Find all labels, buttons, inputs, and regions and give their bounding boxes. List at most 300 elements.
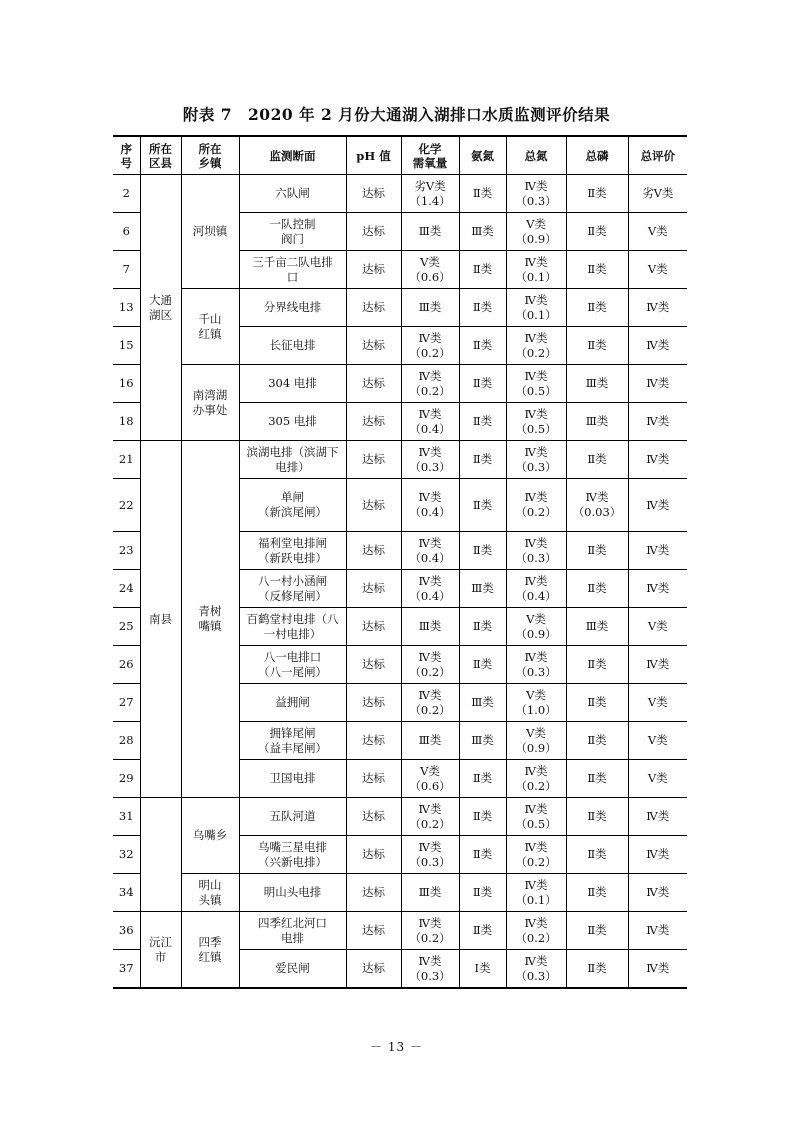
total-nitrogen-cell-text: Ⅳ类 （0.2）	[515, 915, 557, 945]
total-phosphorus-cell	[566, 912, 628, 950]
overall-cell-text: Ⅴ类	[647, 262, 668, 276]
row-number-cell-text: 32	[118, 847, 134, 861]
cod-cell-text: Ⅳ类 （0.3）	[409, 953, 451, 983]
total-nitrogen-cell-text: Ⅴ类 （0.9）	[515, 216, 557, 246]
site-cell-text: 305 电排	[268, 414, 317, 428]
ammonia-cell-text: Ⅱ类	[472, 186, 493, 200]
site-cell	[239, 213, 346, 251]
overall-cell	[628, 532, 687, 570]
town-cell	[181, 175, 239, 289]
site-cell	[239, 441, 346, 479]
row-number-cell	[113, 798, 140, 836]
site-cell	[239, 365, 346, 403]
overall-cell-text: Ⅳ类	[646, 376, 670, 390]
cod-cell	[401, 608, 459, 646]
overall-cell	[628, 950, 687, 989]
site-cell-text: 五队河道	[269, 809, 316, 823]
site-cell	[239, 479, 346, 532]
town-cell	[181, 289, 239, 365]
ammonia-cell	[459, 213, 506, 251]
total-phosphorus-cell	[566, 684, 628, 722]
ammonia-cell-text: Ⅱ类	[472, 338, 493, 352]
ph-cell-text: 达标	[362, 186, 385, 200]
row-number-cell-text: 23	[118, 543, 134, 557]
row-number-cell-text: 21	[118, 452, 134, 466]
overall-cell-text: Ⅳ类	[646, 497, 670, 512]
table-row	[113, 365, 687, 403]
header-district: 所在 区县	[140, 136, 181, 175]
total-nitrogen-cell-text: Ⅳ类 （0.1）	[515, 877, 557, 907]
row-number-cell-text: 6	[122, 224, 130, 238]
ph-cell-text: 达标	[362, 300, 385, 314]
row-number-cell	[113, 479, 140, 532]
total-nitrogen-cell	[506, 684, 566, 722]
cod-cell-text: Ⅴ类 （0.6）	[409, 763, 451, 793]
ammonia-cell-text: Ⅱ类	[472, 497, 493, 512]
town-cell	[181, 441, 239, 798]
ammonia-cell-text: Ⅱ类	[472, 619, 493, 633]
site-cell-text: 拥锋尾闸 （益丰尾闸）	[258, 725, 327, 755]
ph-cell	[346, 532, 401, 570]
cod-cell-text: Ⅲ类	[418, 885, 442, 899]
ammonia-cell-text: Ⅲ类	[471, 695, 494, 709]
ammonia-cell	[459, 684, 506, 722]
row-number-cell-text: 28	[118, 733, 134, 747]
total-phosphorus-cell	[566, 403, 628, 441]
cod-cell	[401, 327, 459, 365]
ammonia-cell	[459, 251, 506, 289]
ph-cell	[346, 213, 401, 251]
cod-cell	[401, 684, 459, 722]
site-cell	[239, 798, 346, 836]
ph-cell	[346, 722, 401, 760]
cod-cell	[401, 570, 459, 608]
row-number-cell	[113, 912, 140, 950]
overall-cell-text: 劣Ⅴ类	[642, 186, 674, 200]
overall-cell	[628, 213, 687, 251]
cod-cell	[401, 441, 459, 479]
row-number-cell-text: 31	[118, 809, 134, 823]
total-phosphorus-cell	[566, 836, 628, 874]
ph-cell-text: 达标	[362, 695, 385, 709]
overall-cell-text: Ⅳ类	[646, 300, 670, 314]
site-cell-text: 卫国电排	[269, 771, 316, 785]
total-phosphorus-cell-text: Ⅱ类	[587, 262, 607, 276]
district-cell-text: 南县	[149, 611, 172, 626]
overall-cell-text: Ⅴ类	[647, 771, 668, 785]
overall-cell	[628, 608, 687, 646]
total-phosphorus-cell	[566, 722, 628, 760]
town-cell	[181, 365, 239, 441]
cod-cell-text: Ⅳ类 （0.4）	[409, 490, 451, 519]
overall-cell	[628, 760, 687, 798]
total-nitrogen-cell-text: Ⅳ类 （0.2）	[515, 490, 557, 519]
total-phosphorus-cell-text: Ⅳ类 （0.03）	[572, 490, 622, 519]
ph-cell	[346, 570, 401, 608]
overall-cell-text: Ⅴ类	[647, 733, 668, 747]
total-phosphorus-cell	[566, 365, 628, 403]
overall-cell	[628, 874, 687, 912]
ammonia-cell	[459, 289, 506, 327]
row-number-cell	[113, 684, 140, 722]
total-nitrogen-cell-text: Ⅳ类 （0.3）	[515, 535, 557, 565]
overall-cell	[628, 441, 687, 479]
total-nitrogen-cell	[506, 950, 566, 989]
ph-cell-text: 达标	[362, 338, 385, 352]
total-nitrogen-cell	[506, 213, 566, 251]
total-phosphorus-cell	[566, 251, 628, 289]
row-number-cell	[113, 403, 140, 441]
site-cell	[239, 532, 346, 570]
overall-cell-text: Ⅳ类	[646, 581, 670, 595]
ammonia-cell-text: Ⅱ类	[472, 657, 493, 671]
header-ammonia: 氨氮	[459, 136, 506, 175]
cod-cell-text: Ⅳ类 （0.2）	[409, 330, 451, 360]
district-cell-text: 大通 湖区	[149, 292, 172, 322]
ph-cell-text: 达标	[362, 543, 385, 557]
district-cell-text: 沅江 市	[149, 934, 172, 964]
ph-cell	[346, 798, 401, 836]
ammonia-cell	[459, 874, 506, 912]
row-number-cell	[113, 570, 140, 608]
total-phosphorus-cell-text: Ⅱ类	[587, 733, 607, 747]
total-nitrogen-cell	[506, 403, 566, 441]
site-cell	[239, 722, 346, 760]
total-nitrogen-cell-text: Ⅳ类 （0.4）	[515, 573, 557, 603]
ammonia-cell-text: Ⅱ类	[472, 885, 493, 899]
total-nitrogen-cell-text: Ⅳ类 （0.2）	[515, 330, 557, 360]
ammonia-cell	[459, 760, 506, 798]
row-number-cell	[113, 327, 140, 365]
ammonia-cell-text: Ⅱ类	[472, 923, 493, 937]
row-number-cell	[113, 950, 140, 989]
ph-cell-text: 达标	[362, 497, 385, 512]
total-phosphorus-cell-text: Ⅱ类	[587, 452, 607, 466]
total-phosphorus-cell	[566, 175, 628, 213]
ph-cell-text: 达标	[362, 224, 385, 238]
ammonia-cell	[459, 175, 506, 213]
total-nitrogen-cell	[506, 532, 566, 570]
ammonia-cell	[459, 646, 506, 684]
overall-cell-text: Ⅳ类	[646, 414, 670, 428]
ammonia-cell	[459, 912, 506, 950]
row-number-cell-text: 26	[118, 657, 134, 671]
header-ph: pH 值	[346, 136, 401, 175]
ammonia-cell-text: Ⅱ类	[472, 809, 493, 823]
ph-cell	[346, 441, 401, 479]
cod-cell-text: Ⅳ类 （0.2）	[409, 368, 451, 398]
cod-cell	[401, 798, 459, 836]
town-cell-text: 四季 红镇	[198, 934, 222, 964]
table-row	[113, 874, 687, 912]
row-number-cell	[113, 251, 140, 289]
ph-cell-text: 达标	[362, 809, 385, 823]
total-phosphorus-cell	[566, 289, 628, 327]
ph-cell-text: 达标	[362, 376, 385, 390]
cod-cell-text: Ⅳ类 （0.4）	[409, 535, 451, 565]
row-number-cell-text: 37	[118, 961, 134, 975]
site-cell	[239, 251, 346, 289]
total-nitrogen-cell-text: Ⅳ类 （0.3）	[515, 178, 557, 208]
cod-cell-text: Ⅳ类 （0.2）	[409, 649, 451, 679]
total-nitrogen-cell	[506, 798, 566, 836]
cod-cell-text: 劣Ⅴ类 （1.4）	[409, 178, 451, 208]
total-nitrogen-cell	[506, 175, 566, 213]
total-nitrogen-cell	[506, 722, 566, 760]
row-number-cell-text: 25	[118, 619, 134, 633]
ph-cell-text: 达标	[362, 581, 385, 595]
total-phosphorus-cell-text: Ⅱ类	[587, 885, 607, 899]
ph-cell-text: 达标	[362, 923, 385, 937]
cod-cell-text: Ⅳ类 （0.4）	[409, 573, 451, 603]
overall-cell	[628, 403, 687, 441]
ammonia-cell	[459, 479, 506, 532]
ph-cell	[346, 950, 401, 989]
cod-cell-text: Ⅲ类	[418, 733, 442, 747]
overall-cell-text: Ⅳ类	[646, 657, 670, 671]
row-number-cell-text: 34	[118, 885, 134, 899]
total-nitrogen-cell	[506, 836, 566, 874]
site-cell-text: 304 电排	[268, 376, 317, 390]
town-cell-text: 千山 红镇	[198, 311, 222, 341]
ph-cell	[346, 479, 401, 532]
total-phosphorus-cell-text: Ⅱ类	[587, 847, 607, 861]
total-nitrogen-cell	[506, 327, 566, 365]
ammonia-cell	[459, 403, 506, 441]
ph-cell-text: 达标	[362, 619, 385, 633]
site-cell-text: 六队闸	[275, 186, 310, 200]
district-cell	[140, 175, 181, 441]
row-number-cell	[113, 532, 140, 570]
total-phosphorus-cell-text: Ⅱ类	[587, 300, 607, 314]
overall-cell-text: Ⅳ类	[646, 885, 670, 899]
row-number-cell-text: 24	[118, 581, 134, 595]
site-cell	[239, 608, 346, 646]
row-number-cell-text: 15	[118, 338, 134, 352]
site-cell	[239, 912, 346, 950]
ammonia-cell	[459, 798, 506, 836]
cod-cell	[401, 251, 459, 289]
ammonia-cell	[459, 365, 506, 403]
table-row	[113, 175, 687, 213]
total-phosphorus-cell	[566, 950, 628, 989]
row-number-cell	[113, 760, 140, 798]
header-row	[113, 136, 687, 175]
table-row	[113, 798, 687, 836]
ammonia-cell	[459, 441, 506, 479]
total-nitrogen-cell-text: Ⅳ类 （0.5）	[515, 801, 557, 831]
ammonia-cell-text: Ⅲ类	[471, 581, 494, 595]
row-number-cell-text: 7	[122, 262, 130, 276]
ammonia-cell-text: Ⅱ类	[472, 543, 493, 557]
header-overall: 总评价	[628, 136, 687, 175]
cod-cell	[401, 874, 459, 912]
total-phosphorus-cell-text: Ⅱ类	[587, 771, 607, 785]
row-number-cell	[113, 365, 140, 403]
district-cell	[140, 912, 181, 989]
ammonia-cell-text: Ⅱ类	[472, 771, 493, 785]
cod-cell	[401, 722, 459, 760]
town-cell	[181, 798, 239, 874]
ph-cell	[346, 874, 401, 912]
overall-cell-text: Ⅳ类	[646, 961, 670, 975]
overall-cell	[628, 289, 687, 327]
ph-cell	[346, 646, 401, 684]
total-nitrogen-cell	[506, 479, 566, 532]
row-number-cell	[113, 289, 140, 327]
cod-cell	[401, 760, 459, 798]
ph-cell-text: 达标	[362, 452, 385, 466]
total-nitrogen-cell-text: Ⅴ类 （0.9）	[515, 725, 557, 755]
ammonia-cell	[459, 327, 506, 365]
total-nitrogen-cell-text: Ⅳ类 （0.1）	[515, 254, 557, 284]
ammonia-cell	[459, 950, 506, 989]
site-cell-text: 一队控制 阀门	[269, 216, 316, 246]
ammonia-cell-text: Ⅱ类	[472, 414, 493, 428]
site-cell	[239, 684, 346, 722]
total-phosphorus-cell-text: Ⅱ类	[587, 338, 607, 352]
site-cell	[239, 570, 346, 608]
town-cell-text: 南湾湖 办事处	[192, 387, 228, 417]
cod-cell-text: Ⅲ类	[418, 619, 442, 633]
overall-cell	[628, 570, 687, 608]
cod-cell-text: Ⅲ类	[418, 224, 442, 238]
total-phosphorus-cell	[566, 798, 628, 836]
ph-cell	[346, 912, 401, 950]
total-phosphorus-cell	[566, 646, 628, 684]
ammonia-cell-text: Ⅱ类	[472, 376, 493, 390]
overall-cell	[628, 479, 687, 532]
total-nitrogen-cell-text: Ⅳ类 （0.3）	[515, 649, 557, 679]
ph-cell	[346, 289, 401, 327]
row-number-cell	[113, 175, 140, 213]
header-site: 监测断面	[239, 136, 346, 175]
total-phosphorus-cell-text: Ⅲ类	[585, 619, 609, 633]
ph-cell	[346, 327, 401, 365]
cod-cell	[401, 213, 459, 251]
ammonia-cell	[459, 608, 506, 646]
ammonia-cell-text: Ⅱ类	[472, 262, 493, 276]
town-cell-text: 河坝镇	[192, 224, 228, 238]
row-number-cell	[113, 874, 140, 912]
site-cell	[239, 646, 346, 684]
total-phosphorus-cell-text: Ⅱ类	[587, 186, 607, 200]
site-cell-text: 三千亩二队电排 口	[252, 254, 333, 284]
site-cell-text: 滨湖电排（滨湖下 电排）	[246, 444, 339, 474]
overall-cell-text: Ⅳ类	[646, 338, 670, 352]
total-phosphorus-cell-text: Ⅱ类	[587, 581, 607, 595]
ph-cell-text: 达标	[362, 657, 385, 671]
cod-cell-text: Ⅳ类 （0.3）	[409, 444, 451, 474]
town-cell	[181, 912, 239, 989]
ammonia-cell	[459, 722, 506, 760]
total-nitrogen-cell-text: Ⅳ类 （0.1）	[515, 292, 557, 322]
overall-cell	[628, 646, 687, 684]
cod-cell-text: Ⅳ类 （0.4）	[409, 406, 451, 436]
cod-cell-text: Ⅲ类	[418, 300, 442, 314]
header-no: 序 号	[113, 136, 140, 175]
site-cell-text: 分界线电排	[263, 300, 322, 314]
cod-cell	[401, 403, 459, 441]
cod-cell	[401, 950, 459, 989]
cod-cell	[401, 912, 459, 950]
overall-cell	[628, 836, 687, 874]
total-nitrogen-cell	[506, 570, 566, 608]
row-number-cell	[113, 608, 140, 646]
row-number-cell-text: 18	[118, 414, 134, 428]
ph-cell	[346, 836, 401, 874]
total-nitrogen-cell-text: Ⅳ类 （0.3）	[515, 953, 557, 983]
total-nitrogen-cell	[506, 646, 566, 684]
total-phosphorus-cell	[566, 479, 628, 532]
ammonia-cell-text: Ⅱ类	[472, 847, 493, 861]
total-phosphorus-cell	[566, 570, 628, 608]
total-phosphorus-cell	[566, 608, 628, 646]
total-nitrogen-cell	[506, 365, 566, 403]
total-nitrogen-cell	[506, 874, 566, 912]
cod-cell-text: Ⅳ类 （0.2）	[409, 801, 451, 831]
site-cell	[239, 950, 346, 989]
cod-cell-text: Ⅳ类 （0.2）	[409, 687, 451, 717]
row-number-cell	[113, 722, 140, 760]
overall-cell-text: Ⅳ类	[646, 923, 670, 937]
row-number-cell-text: 13	[118, 300, 134, 314]
ammonia-cell	[459, 836, 506, 874]
overall-cell	[628, 365, 687, 403]
overall-cell-text: Ⅴ类	[647, 695, 668, 709]
total-nitrogen-cell-text: Ⅴ类 （1.0）	[515, 687, 557, 717]
row-number-cell	[113, 441, 140, 479]
total-nitrogen-cell	[506, 608, 566, 646]
total-nitrogen-cell	[506, 289, 566, 327]
site-cell	[239, 175, 346, 213]
town-cell-text: 乌嘴乡	[192, 828, 228, 842]
row-number-cell-text: 22	[118, 497, 134, 512]
total-phosphorus-cell-text: Ⅱ类	[587, 923, 607, 937]
ammonia-cell-text: Ⅲ类	[471, 733, 494, 747]
ammonia-cell	[459, 570, 506, 608]
site-cell-text: 八一电排口 （八一尾闸）	[258, 649, 327, 679]
water-quality-table	[113, 135, 687, 989]
total-nitrogen-cell-text: Ⅴ类 （0.9）	[515, 611, 557, 641]
ph-cell-text: 达标	[362, 961, 385, 975]
overall-cell-text: Ⅳ类	[646, 543, 670, 557]
site-cell	[239, 289, 346, 327]
site-cell	[239, 874, 346, 912]
ph-cell	[346, 251, 401, 289]
overall-cell	[628, 912, 687, 950]
cod-cell	[401, 289, 459, 327]
overall-cell-text: Ⅳ类	[646, 809, 670, 823]
cod-cell-text: Ⅴ类 （0.6）	[409, 254, 451, 284]
overall-cell-text: Ⅴ类	[647, 619, 668, 633]
total-phosphorus-cell-text: Ⅲ类	[585, 414, 609, 428]
total-phosphorus-cell	[566, 874, 628, 912]
total-nitrogen-cell-text: Ⅳ类 （0.5）	[515, 368, 557, 398]
header-total-phosphorus: 总磷	[566, 136, 628, 175]
overall-cell	[628, 684, 687, 722]
ph-cell	[346, 365, 401, 403]
total-phosphorus-cell-text: Ⅱ类	[587, 657, 607, 671]
total-phosphorus-cell-text: Ⅱ类	[587, 224, 607, 238]
total-phosphorus-cell	[566, 213, 628, 251]
district-cell	[140, 441, 181, 798]
table-row	[113, 912, 687, 950]
table-row	[113, 441, 687, 479]
total-phosphorus-cell-text: Ⅱ类	[587, 695, 607, 709]
town-cell-text: 明山 头镇	[198, 877, 222, 907]
cod-cell	[401, 175, 459, 213]
